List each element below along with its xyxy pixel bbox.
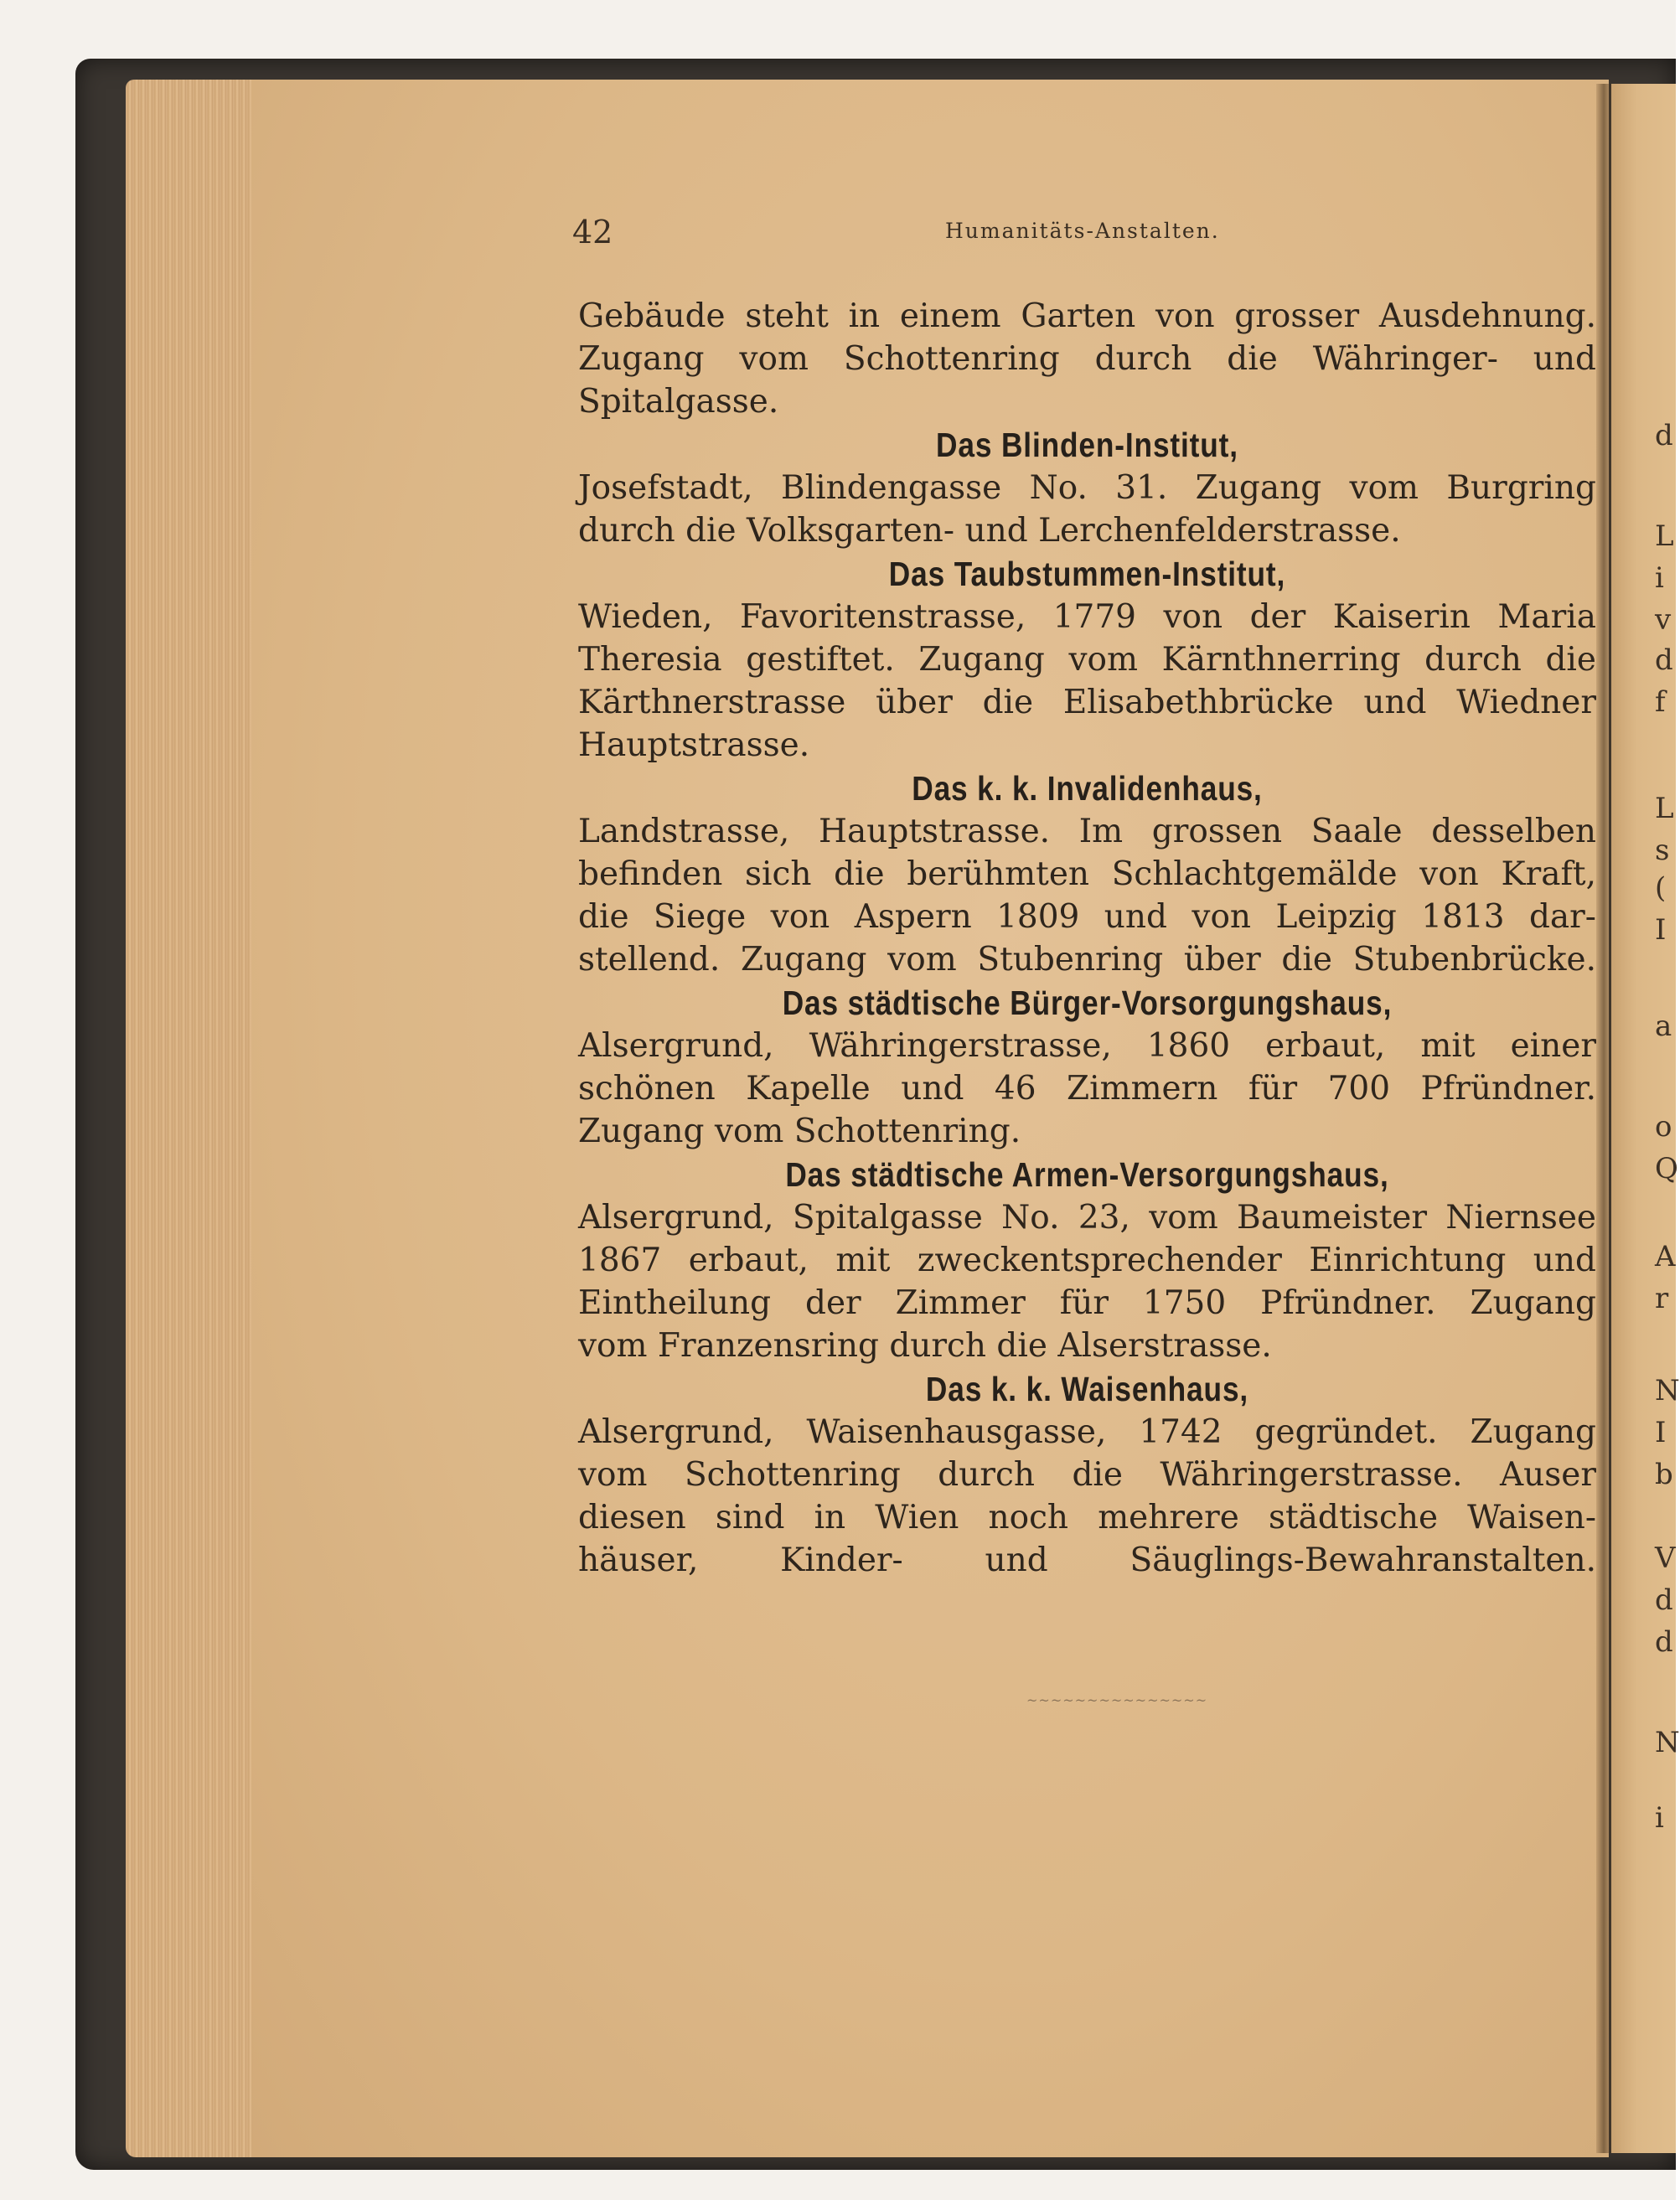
text-line: Kärthnerstrasse über die Elisabethbrücke und Wiedner — [578, 684, 1596, 721]
section-heading-invalidenhaus: Das k. k. Invalidenhaus, — [912, 769, 1263, 808]
text-line: Josefstadt, Blindengasse No. 31. Zugang vom Burgring — [578, 469, 1596, 507]
section-paragraph — [578, 1196, 1596, 1367]
text-line: stellend. Zugang vom Stubenring über die Stubenbrücke. — [578, 941, 1596, 979]
section-heading-armen-versorgungshaus: Das städtische Armen-Versorgungshaus, — [785, 1155, 1389, 1194]
page-number: 42 — [572, 214, 613, 250]
section-heading-taubstummen-institut: Das Taubstummen-Institut, — [888, 555, 1286, 593]
section-heading-waisenhaus: Das k. k. Waisenhaus, — [925, 1370, 1249, 1408]
facing-letter: ( — [1655, 871, 1667, 905]
facing-letter: I — [1655, 1416, 1667, 1449]
text-line: Zugang vom Schottenring. — [578, 1113, 1021, 1150]
text-line: Alsergrund, Währingerstrasse, 1860 erbaut, mit einer — [578, 1027, 1596, 1065]
facing-letter: i — [1655, 1801, 1664, 1835]
text-line: diesen sind in Wien noch mehrere städtische Waisen- — [578, 1499, 1596, 1536]
facing-letter: N — [1655, 1374, 1680, 1407]
facing-letter: s — [1655, 834, 1670, 867]
text-line: die Siege von Aspern 1809 und von Leipzig 1813 dar- — [578, 898, 1596, 936]
page-body — [578, 295, 1596, 1582]
section-paragraph — [578, 1025, 1596, 1153]
text-line: Zugang vom Schottenring durch die Währinger- und — [578, 340, 1596, 378]
text-line: häuser, Kinder- und Säuglings-Bewahranstalten. — [578, 1542, 1596, 1579]
text-line: durch die Volksgarten- und Lerchenfelderstrasse. — [578, 512, 1401, 550]
intro-paragraph — [578, 295, 1596, 423]
section-paragraph — [578, 810, 1596, 981]
facing-letter: d — [1655, 419, 1673, 452]
facing-letter: L — [1655, 792, 1674, 825]
text-line: Landstrasse, Hauptstrasse. Im grossen Saale desselben — [578, 813, 1596, 850]
facing-letter: I — [1655, 913, 1667, 947]
text-line: Hauptstrasse. — [578, 726, 810, 764]
text-line: Spitalgasse. — [578, 383, 779, 421]
facing-letter: L — [1655, 519, 1674, 553]
facing-page-text — [1655, 0, 1680, 2200]
facing-letter: v — [1655, 603, 1672, 637]
facing-letter: d — [1655, 643, 1673, 677]
text-line: befinden sich die berühmten Schlachtgemälde von Kraft, — [578, 855, 1596, 893]
facing-letter: f — [1655, 685, 1666, 719]
section-paragraph — [578, 1411, 1596, 1582]
text-line: Gebäude steht in einem Garten von grosser Ausdehnung. — [578, 297, 1596, 335]
text-line: Eintheilung der Zimmer für 1750 Pfründner. Zugang — [578, 1284, 1596, 1322]
text-line: 1867 erbaut, mit zweckentsprechender Einrichtung und — [578, 1242, 1596, 1279]
facing-letter: A — [1655, 1240, 1676, 1273]
facing-letter: i — [1655, 561, 1664, 595]
text-line: vom Franzensring durch die Alserstrasse. — [578, 1327, 1272, 1365]
text-line: Alsergrund, Waisenhausgasse, 1742 gegründet. Zugang — [578, 1413, 1596, 1451]
page-gutter — [1596, 84, 1611, 2153]
text-line: vom Schottenring durch die Währingerstrasse. Auser — [578, 1456, 1596, 1494]
facing-letter: Q — [1655, 1152, 1678, 1185]
text-line: schönen Kapelle und 46 Zimmern für 700 Pfründner. — [578, 1070, 1596, 1108]
facing-letter: V — [1655, 1542, 1676, 1575]
text-line: Alsergrund, Spitalgasse No. 23, vom Baumeister Niernsee — [578, 1199, 1596, 1237]
facing-letter: N — [1655, 1726, 1680, 1759]
facing-letter: r — [1655, 1282, 1669, 1315]
text-line: Theresia gestiftet. Zugang vom Kärnthnerring durch die — [578, 641, 1596, 679]
facing-letter: a — [1655, 1010, 1672, 1043]
section-heading-buerger-vorsorgungshaus: Das städtische Bürger-Vorsorgungshaus, — [782, 984, 1393, 1022]
text-line: Wieden, Favoritenstrasse, 1779 von der Kaiserin Maria — [578, 598, 1596, 636]
section-paragraph — [578, 467, 1596, 552]
facing-letter: d — [1655, 1625, 1673, 1659]
facing-letter: d — [1655, 1583, 1673, 1617]
facing-letter: o — [1655, 1110, 1672, 1144]
section-heading-blinden-institut: Das Blinden-Institut, — [936, 426, 1238, 464]
running-head — [572, 214, 1603, 256]
section-paragraph — [578, 596, 1596, 767]
facing-letter: b — [1655, 1458, 1673, 1491]
running-title: Humanitäts-Anstalten. — [945, 219, 1220, 243]
end-ornament: ~~~~~~~~~~~~~~~ — [1026, 1692, 1208, 1708]
